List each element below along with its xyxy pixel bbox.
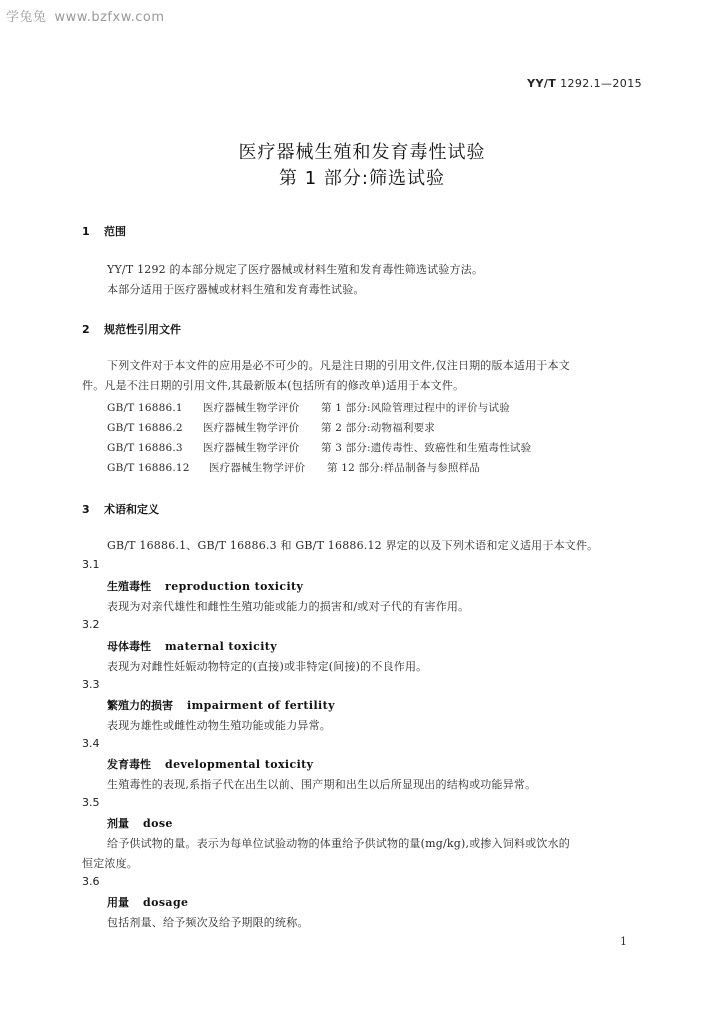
section-2-intro-line-1: 下列文件对于本文件的应用是必不可少的。凡是注日期的引用文件,仅注日期的版本适用于本文 [107,359,570,372]
section-number: 3 [82,503,90,516]
watermark-site-name: 学兔兔 [6,10,47,25]
reference-item [107,440,531,455]
term-definition-continued: 恒定浓度。 [82,857,138,870]
reference-code: GB/T 16886.3 [107,442,183,454]
term-en: dose [143,817,173,830]
term-zh: 发育毒性 [107,758,151,771]
term-number: 3.6 [82,875,100,888]
term-zh: 生殖毒性 [107,580,151,593]
section-title: 规范性引用文件 [104,323,181,336]
term-en: developmental toxicity [165,758,314,771]
reference-name: 医疗器械生物学评价 [203,402,300,414]
term-heading [107,815,173,831]
section-title: 术语和定义 [104,503,159,516]
section-2-heading [82,321,181,337]
term-definition: 表现为对雌性妊娠动物特定的(直接)或非特定(间接)的不良作用。 [107,660,428,673]
reference-name: 医疗器械生物学评价 [203,422,300,434]
term-en: reproduction toxicity [165,580,304,593]
term-heading [107,894,188,910]
section-1-para-1: YY/T 1292 的本部分规定了医疗器械或材料生殖和发育毒性筛选试验方法。 [107,263,484,276]
reference-item [107,400,510,415]
reference-name: 医疗器械生物学评价 [209,462,306,474]
reference-code: GB/T 16886.2 [107,422,183,434]
section-title: 范围 [104,225,126,238]
watermark-url: www.bzfxw.com [54,10,165,25]
reference-name: 医疗器械生物学评价 [203,442,300,454]
reference-item [107,460,480,475]
reference-code: GB/T 16886.12 [107,462,190,474]
section-number: 1 [82,225,90,238]
reference-part: 第 3 部分:遗传毒性、致癌性和生殖毒性试验 [321,442,532,454]
term-en: maternal toxicity [165,640,278,653]
term-definition: 表现为对亲代雄性和雌性生殖功能或能力的损害和/或对子代的有害作用。 [107,600,470,613]
document-title: 医疗器械生殖和发育毒性试验 [238,142,486,163]
term-definition: 表现为雄性或雌性动物生殖功能或能力异常。 [107,719,331,732]
document-subtitle: 第 1 部分:筛选试验 [279,168,445,189]
term-zh: 用量 [107,896,129,909]
term-heading [107,638,277,654]
section-3-intro: GB/T 16886.1、GB/T 16886.3 和 GB/T 16886.12 界定的以及下列术语和定义适用于本文件。 [107,539,599,552]
term-number: 3.1 [82,558,100,571]
term-en: impairment of fertility [187,699,335,712]
term-heading [107,578,303,594]
section-number: 2 [82,323,90,336]
page-number: 1 [620,935,627,948]
term-heading [107,697,335,713]
section-3-heading [82,501,159,517]
term-number: 3.4 [82,737,100,750]
watermark [6,6,165,25]
term-number: 3.2 [82,618,100,631]
term-number: 3.5 [82,796,100,809]
section-1-heading [82,223,126,239]
reference-part: 第 12 部分:样品制备与参照样品 [327,462,480,474]
reference-part: 第 2 部分:动物福利要求 [321,422,435,434]
standard-number: 1292.1—2015 [560,77,642,90]
reference-code: GB/T 16886.1 [107,402,183,414]
term-en: dosage [143,896,189,909]
standard-prefix: YY/T [527,77,557,90]
reference-part: 第 1 部分:风险管理过程中的评价与试验 [321,402,510,414]
term-zh: 母体毒性 [107,640,151,653]
reference-item [107,420,435,435]
term-definition: 包括剂量、给予频次及给予期限的统称。 [107,916,309,929]
term-zh: 剂量 [107,817,129,830]
term-number: 3.3 [82,678,100,691]
section-2-intro-line-2: 件。凡是不注日期的引用文件,其最新版本(包括所有的修改单)适用于本文件。 [82,379,465,392]
term-definition: 给予供试物的量。表示为每单位试验动物的体重给予供试物的量(mg/kg),或掺入饲料或饮水的 [107,837,570,850]
term-heading [107,756,313,772]
standard-code [527,77,642,90]
section-1-para-2: 本部分适用于医疗器械或材料生殖和发育毒性试验。 [107,283,365,296]
term-definition: 生殖毒性的表现,系指子代在出生以前、围产期和出生以后所显现出的结构或功能异常。 [107,778,537,791]
term-zh: 繁殖力的损害 [107,699,173,712]
